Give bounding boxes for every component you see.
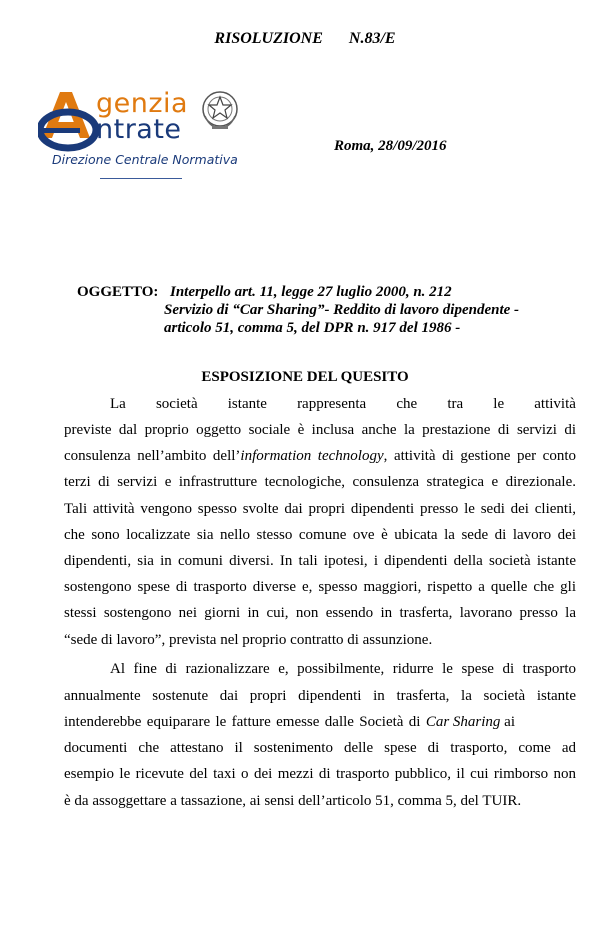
paragraph2-line: è da assoggettare a tassazione, ai sensi dell’articolo 51, comma 5, del TUIR.: [64, 793, 522, 809]
paragraph1-line: [64, 447, 576, 465]
paragraph1-line: previste dal proprio oggetto sociale è inclusa anche la prestazione di servizi di: [64, 422, 576, 438]
paragraph2-line: esempio le ricevute del taxi o dei mezzi di trasporto pubblico, il cui rimborso non: [64, 766, 576, 782]
paragraph1-line: dipendenti, sia in comuni diversi. In tali ipotesi, i dipendenti della società istante: [64, 553, 576, 569]
italian-republic-emblem-icon: [200, 88, 240, 132]
resolution-label: RISOLUZIONE: [214, 30, 323, 47]
paragraph1-line: che sono localizzate sia nello stesso comune ove è ubicata la sede di lavoro dei: [64, 527, 576, 543]
paragraph1-line: terzi di servizi e infrastrutture tecnologiche, consulenza strategica e direzionale.: [64, 474, 576, 490]
paragraph1-line: stessi sostengono nei giorni in cui, non essendo in trasferta, lavorano presso la: [64, 605, 576, 621]
word: le: [493, 396, 505, 412]
paragraph1-line: [110, 395, 576, 413]
paragraph1-line: sostengono spese di trasporto diverse e, spesso maggiori, rispetto a quelle che gli: [64, 579, 576, 595]
word: società: [155, 396, 198, 412]
word: attività: [534, 396, 576, 412]
subject-label: OGGETTO:: [77, 284, 159, 300]
text-run-italic: Car Sharing: [425, 714, 501, 730]
text-run: consulenza nell’ambito dell’: [64, 448, 241, 464]
paragraph1-line1-text: [110, 395, 576, 413]
resolution-header: [0, 30, 610, 48]
subject-line-3: articolo 51, comma 5, del DPR n. 917 del 1986 -: [164, 320, 461, 336]
paragraph2-line: Al fine di razionalizzare e, possibilmente, ridurre le spese di trasporto: [110, 661, 576, 677]
paragraph1-line: “sede di lavoro”, prevista nel proprio contratto di assunzione.: [64, 632, 433, 648]
logo-underline: [100, 178, 182, 179]
logo-text-line2: ntrate: [96, 114, 182, 145]
section-title: ESPOSIZIONE DEL QUESITO: [201, 369, 409, 385]
word: che: [396, 396, 418, 412]
date-line: Roma, 28/09/2016: [334, 138, 447, 154]
text-run: ai: [500, 714, 515, 730]
paragraph2-line: annualmente sostenute dai propri dipendenti in trasferta, la società istante: [64, 688, 576, 704]
subject-line-2: Servizio di “Car Sharing”- Reddito di lavoro dipendente -: [164, 302, 520, 318]
word: istante: [227, 396, 267, 412]
paragraph2-line: [64, 713, 576, 731]
paragraph2-line: documenti che attestano il sostenimento delle spese di trasporto, come ad: [64, 740, 576, 756]
text-run: , attività di gestione per conto: [383, 448, 576, 464]
logo-text-line1: genzia: [96, 88, 189, 119]
logo-subtitle: Direzione Centrale Normativa: [52, 152, 238, 167]
word: rappresenta: [297, 396, 367, 412]
word: tra: [447, 396, 464, 412]
resolution-number: N.83/E: [348, 30, 396, 47]
subject-line-1: Interpello art. 11, legge 27 luglio 2000, n. 212: [170, 284, 452, 300]
word: La: [110, 396, 126, 412]
text-run: intenderebbe equiparare le fatture emesse dalle Società di: [64, 714, 426, 730]
paragraph1-line: Tali attività vengono spesso svolte dai propri dipendenti presso le sedi dei clienti,: [64, 501, 576, 517]
text-run-italic: information technology: [240, 448, 384, 464]
